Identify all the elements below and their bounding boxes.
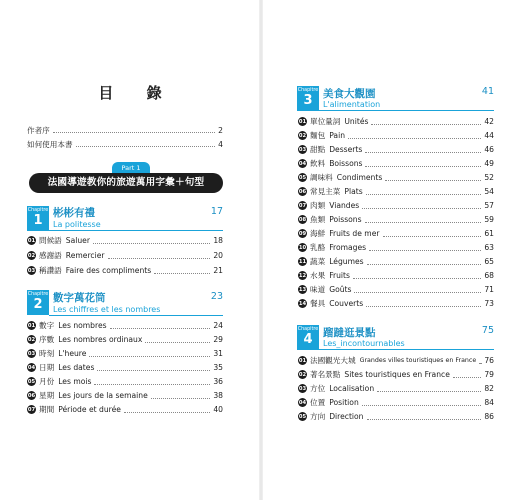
toc-item[interactable] (298, 157, 494, 170)
item-page: 36 (213, 377, 223, 386)
item-page: 71 (484, 285, 494, 294)
item-title-fr: Les dates (58, 363, 95, 372)
toc-item[interactable] (298, 283, 494, 296)
toc-item[interactable] (298, 143, 494, 156)
item-title-fr: Viandes (329, 201, 360, 210)
item-page: 44 (484, 131, 494, 140)
dot-leader (479, 362, 481, 364)
item-title-zh: 餐具 (310, 299, 326, 308)
item-title-zh: 方位 (310, 384, 326, 393)
part-banner: 法國導遊教你的旅遊萬用字彙＋句型 (29, 173, 223, 193)
chapter-badge (297, 325, 319, 350)
item-title-fr: Les nombres ordinaux (58, 335, 143, 344)
item-number-badge: 05 (298, 413, 307, 420)
dot-leader (365, 221, 481, 223)
item-title-fr: Poissons (329, 215, 362, 224)
item-title-zh: 序數 (39, 335, 55, 344)
item-number-badge: 04 (298, 399, 307, 406)
item-page: 61 (484, 229, 494, 238)
dot-leader (383, 235, 482, 237)
chapter-badge-label: Chapitre (297, 88, 319, 93)
item-title-fr: Fromages (329, 243, 367, 252)
item-page: 63 (484, 243, 494, 252)
item-number-badge: 03 (298, 146, 307, 153)
dot-leader (108, 257, 211, 259)
item-number-badge: 05 (27, 378, 36, 385)
dot-leader (89, 355, 210, 357)
item-page: 86 (484, 412, 494, 421)
item-page: 31 (213, 349, 223, 358)
item-number-badge: 12 (298, 272, 307, 279)
chapter-badge (27, 290, 49, 315)
dot-leader (365, 151, 481, 153)
item-title-fr: Desserts (329, 145, 363, 154)
toc-item[interactable] (298, 213, 494, 226)
item-title-fr: Fruits de mer (329, 229, 380, 238)
dot-leader (93, 242, 210, 244)
chapter-page: 23 (210, 291, 223, 302)
chapter-number: 2 (33, 297, 43, 312)
toc-item[interactable] (27, 347, 223, 360)
chapter-title-fr: L'alimentation (323, 100, 381, 109)
dot-leader (453, 376, 481, 378)
front-matter-page: 2 (218, 126, 223, 135)
item-title-zh: 常見主菜 (310, 187, 341, 196)
chapter-title-fr: La politesse (53, 220, 101, 229)
item-number-badge: 08 (298, 216, 307, 223)
item-number-badge: 13 (298, 286, 307, 293)
item-title-fr: Plats (344, 187, 363, 196)
item-page: 46 (484, 145, 494, 154)
item-title-zh: 麵包 (310, 131, 326, 140)
item-title-zh: 乳酪 (310, 243, 326, 252)
item-title-fr: Condiments (336, 173, 383, 182)
item-number-badge: 06 (27, 392, 36, 399)
item-title-zh: 肉類 (310, 201, 326, 210)
item-number-badge: 11 (298, 258, 307, 265)
dot-leader (362, 404, 481, 406)
dot-leader (362, 207, 481, 209)
item-title-zh: 月份 (39, 377, 55, 386)
item-number-badge: 05 (298, 174, 307, 181)
dot-leader (367, 263, 481, 265)
toc-item[interactable] (27, 333, 223, 346)
chapter-title-zh[interactable]: 蹓躂逛景點 (323, 327, 376, 339)
item-title-zh: 日期 (39, 363, 55, 372)
item-page: 24 (213, 321, 223, 330)
chapter-badge-label: Chapitre (27, 208, 49, 213)
dot-leader (366, 305, 481, 307)
part-tag: Part 1 (112, 162, 150, 174)
item-number-badge: 07 (298, 202, 307, 209)
front-matter-row[interactable] (27, 124, 223, 137)
chapter-badge-label: Chapitre (297, 327, 319, 332)
chapter-badge (27, 206, 49, 231)
item-title-zh: 魚類 (310, 215, 326, 224)
chapter-page: 41 (481, 86, 494, 97)
item-page: 35 (213, 363, 223, 372)
item-page: 49 (484, 159, 494, 168)
item-title-zh: 著名景點 (310, 370, 341, 379)
toc-item[interactable] (298, 171, 494, 184)
item-number-badge: 01 (27, 322, 36, 329)
dot-leader (371, 123, 481, 125)
front-matter-label: 如何使用本書 (27, 140, 73, 149)
item-page: 20 (213, 251, 223, 260)
item-title-fr: Remercier (65, 251, 105, 260)
item-title-fr: Période et durée (58, 405, 121, 414)
chapter-badge (297, 86, 319, 111)
item-number-badge: 02 (298, 132, 307, 139)
dot-leader (348, 137, 481, 139)
chapter-title-fr: Les_incontournables (323, 339, 405, 348)
item-title-fr: Les nombres (58, 321, 107, 330)
toc-item[interactable] (298, 410, 494, 423)
item-number-badge: 02 (298, 371, 307, 378)
item-title-fr: Goûts (329, 285, 352, 294)
toc-item[interactable] (298, 255, 494, 268)
dot-leader (366, 193, 481, 195)
dot-leader (365, 165, 481, 167)
toc-item[interactable] (298, 396, 494, 409)
chapter-title-zh[interactable]: 彬彬有禮 (53, 207, 95, 219)
item-page: 82 (484, 384, 494, 393)
item-number-badge: 03 (27, 267, 36, 274)
front-matter-page: 4 (218, 140, 223, 149)
item-title-fr: Unités (344, 117, 369, 126)
item-page: 29 (213, 335, 223, 344)
item-title-fr: Boissons (329, 159, 363, 168)
toc-item[interactable] (27, 375, 223, 388)
item-title-zh: 星期 (39, 391, 55, 400)
dot-leader (97, 369, 210, 371)
item-title-zh: 飲料 (310, 159, 326, 168)
toc-item[interactable] (298, 115, 494, 128)
toc-item[interactable] (298, 241, 494, 254)
toc-item[interactable] (298, 269, 494, 282)
item-title-zh: 法國觀光大城 (310, 356, 356, 365)
dot-leader (385, 179, 481, 181)
item-page: 84 (484, 398, 494, 407)
item-title-fr: Sites touristiques en France (344, 370, 450, 379)
dot-leader (76, 146, 216, 147)
item-title-fr: Saluer (65, 236, 90, 245)
item-page: 18 (213, 236, 223, 245)
item-title-fr: Faire des compliments (65, 266, 152, 275)
item-page: 76 (484, 356, 494, 365)
toc-item[interactable] (298, 382, 494, 395)
toc-item[interactable] (27, 361, 223, 374)
chapter-number: 3 (303, 93, 313, 108)
item-number-badge: 02 (27, 336, 36, 343)
dot-leader (353, 277, 481, 279)
item-title-zh: 方向 (310, 412, 326, 421)
toc-item[interactable] (298, 227, 494, 240)
item-page: 57 (484, 201, 494, 210)
item-title-zh: 期間 (39, 405, 55, 414)
item-page: 59 (484, 215, 494, 224)
item-title-zh: 單位量詞 (310, 117, 341, 126)
item-title-fr: Légumes (329, 257, 364, 266)
toc-item[interactable] (298, 297, 494, 310)
item-title-fr: L'heure (58, 349, 87, 358)
item-title-fr: Direction (329, 412, 364, 421)
toc-item[interactable] (27, 389, 223, 402)
toc-item[interactable] (298, 199, 494, 212)
chapter-underline (49, 315, 223, 316)
item-title-zh: 時刻 (39, 349, 55, 358)
item-page: 65 (484, 257, 494, 266)
toc-item[interactable] (27, 234, 223, 247)
item-title-fr: Pain (329, 131, 346, 140)
item-number-badge: 04 (298, 160, 307, 167)
item-number-badge: 01 (27, 237, 36, 244)
dot-leader (145, 341, 210, 343)
item-title-zh: 數字 (39, 321, 55, 330)
dot-leader (369, 249, 481, 251)
item-title-zh: 味道 (310, 285, 326, 294)
chapter-page: 17 (210, 206, 223, 217)
item-page: 21 (213, 266, 223, 275)
item-number-badge: 01 (298, 357, 307, 364)
item-title-zh: 感謝語 (39, 251, 62, 260)
item-number-badge: 03 (27, 350, 36, 357)
chapter-underline (319, 349, 494, 350)
toc-item[interactable] (298, 129, 494, 142)
item-number-badge: 02 (27, 252, 36, 259)
item-title-fr: Localisation (329, 384, 375, 393)
item-title-fr: Couverts (329, 299, 364, 308)
item-page: 40 (213, 405, 223, 414)
chapter-title-fr: Les chiffres et les nombres (53, 305, 161, 314)
item-title-fr: Les mois (58, 377, 92, 386)
item-page: 38 (213, 391, 223, 400)
dot-leader (94, 383, 210, 385)
front-matter-row[interactable] (27, 138, 223, 151)
item-number-badge: 14 (298, 300, 307, 307)
item-title-zh: 位置 (310, 398, 326, 407)
toc-item[interactable] (27, 264, 223, 277)
item-title-zh: 調味料 (310, 173, 333, 182)
dot-leader (367, 418, 482, 420)
chapter-number: 1 (33, 213, 43, 228)
item-number-badge: 10 (298, 244, 307, 251)
item-page: 79 (484, 370, 494, 379)
item-page: 42 (484, 117, 494, 126)
chapter-number: 4 (303, 332, 313, 347)
dot-leader (151, 397, 210, 399)
toc-item[interactable] (27, 403, 223, 416)
front-matter-label: 作者序 (27, 126, 50, 135)
toc-item[interactable] (298, 185, 494, 198)
item-title-zh: 稱讚語 (39, 266, 62, 275)
item-number-badge: 04 (27, 364, 36, 371)
item-title-zh: 水果 (310, 271, 326, 280)
dot-leader (53, 132, 215, 133)
item-number-badge: 07 (27, 406, 36, 413)
toc-title: 目 錄 (98, 84, 176, 102)
toc-item[interactable] (298, 368, 494, 381)
chapter-title-zh[interactable]: 美食大觀園 (323, 88, 376, 100)
dot-leader (124, 411, 210, 413)
chapter-badge-label: Chapitre (27, 292, 49, 297)
item-page: 54 (484, 187, 494, 196)
item-title-fr: Fruits (329, 271, 350, 280)
item-page: 52 (484, 173, 494, 182)
item-page: 73 (484, 299, 494, 308)
item-title-fr: Grandes villes touristiques en France (359, 357, 477, 364)
item-title-zh: 蔬菜 (310, 257, 326, 266)
dot-leader (354, 291, 481, 293)
dot-leader (154, 272, 210, 274)
chapter-title-zh[interactable]: 數字萬花筒 (53, 292, 106, 304)
item-number-badge: 01 (298, 118, 307, 125)
right-page (262, 0, 520, 500)
toc-item[interactable] (27, 249, 223, 262)
chapter-underline (319, 110, 494, 111)
dot-leader (110, 327, 210, 329)
chapter-underline (49, 230, 223, 231)
item-title-zh: 海鮮 (310, 229, 326, 238)
item-title-zh: 問候語 (39, 236, 62, 245)
item-title-fr: Les jours de la semaine (58, 391, 148, 400)
toc-item[interactable] (298, 354, 494, 367)
item-number-badge: 06 (298, 188, 307, 195)
item-number-badge: 03 (298, 385, 307, 392)
item-page: 68 (484, 271, 494, 280)
item-number-badge: 09 (298, 230, 307, 237)
toc-item[interactable] (27, 319, 223, 332)
item-title-fr: Position (329, 398, 359, 407)
item-title-zh: 甜點 (310, 145, 326, 154)
dot-leader (377, 390, 481, 392)
chapter-page: 75 (481, 325, 494, 336)
